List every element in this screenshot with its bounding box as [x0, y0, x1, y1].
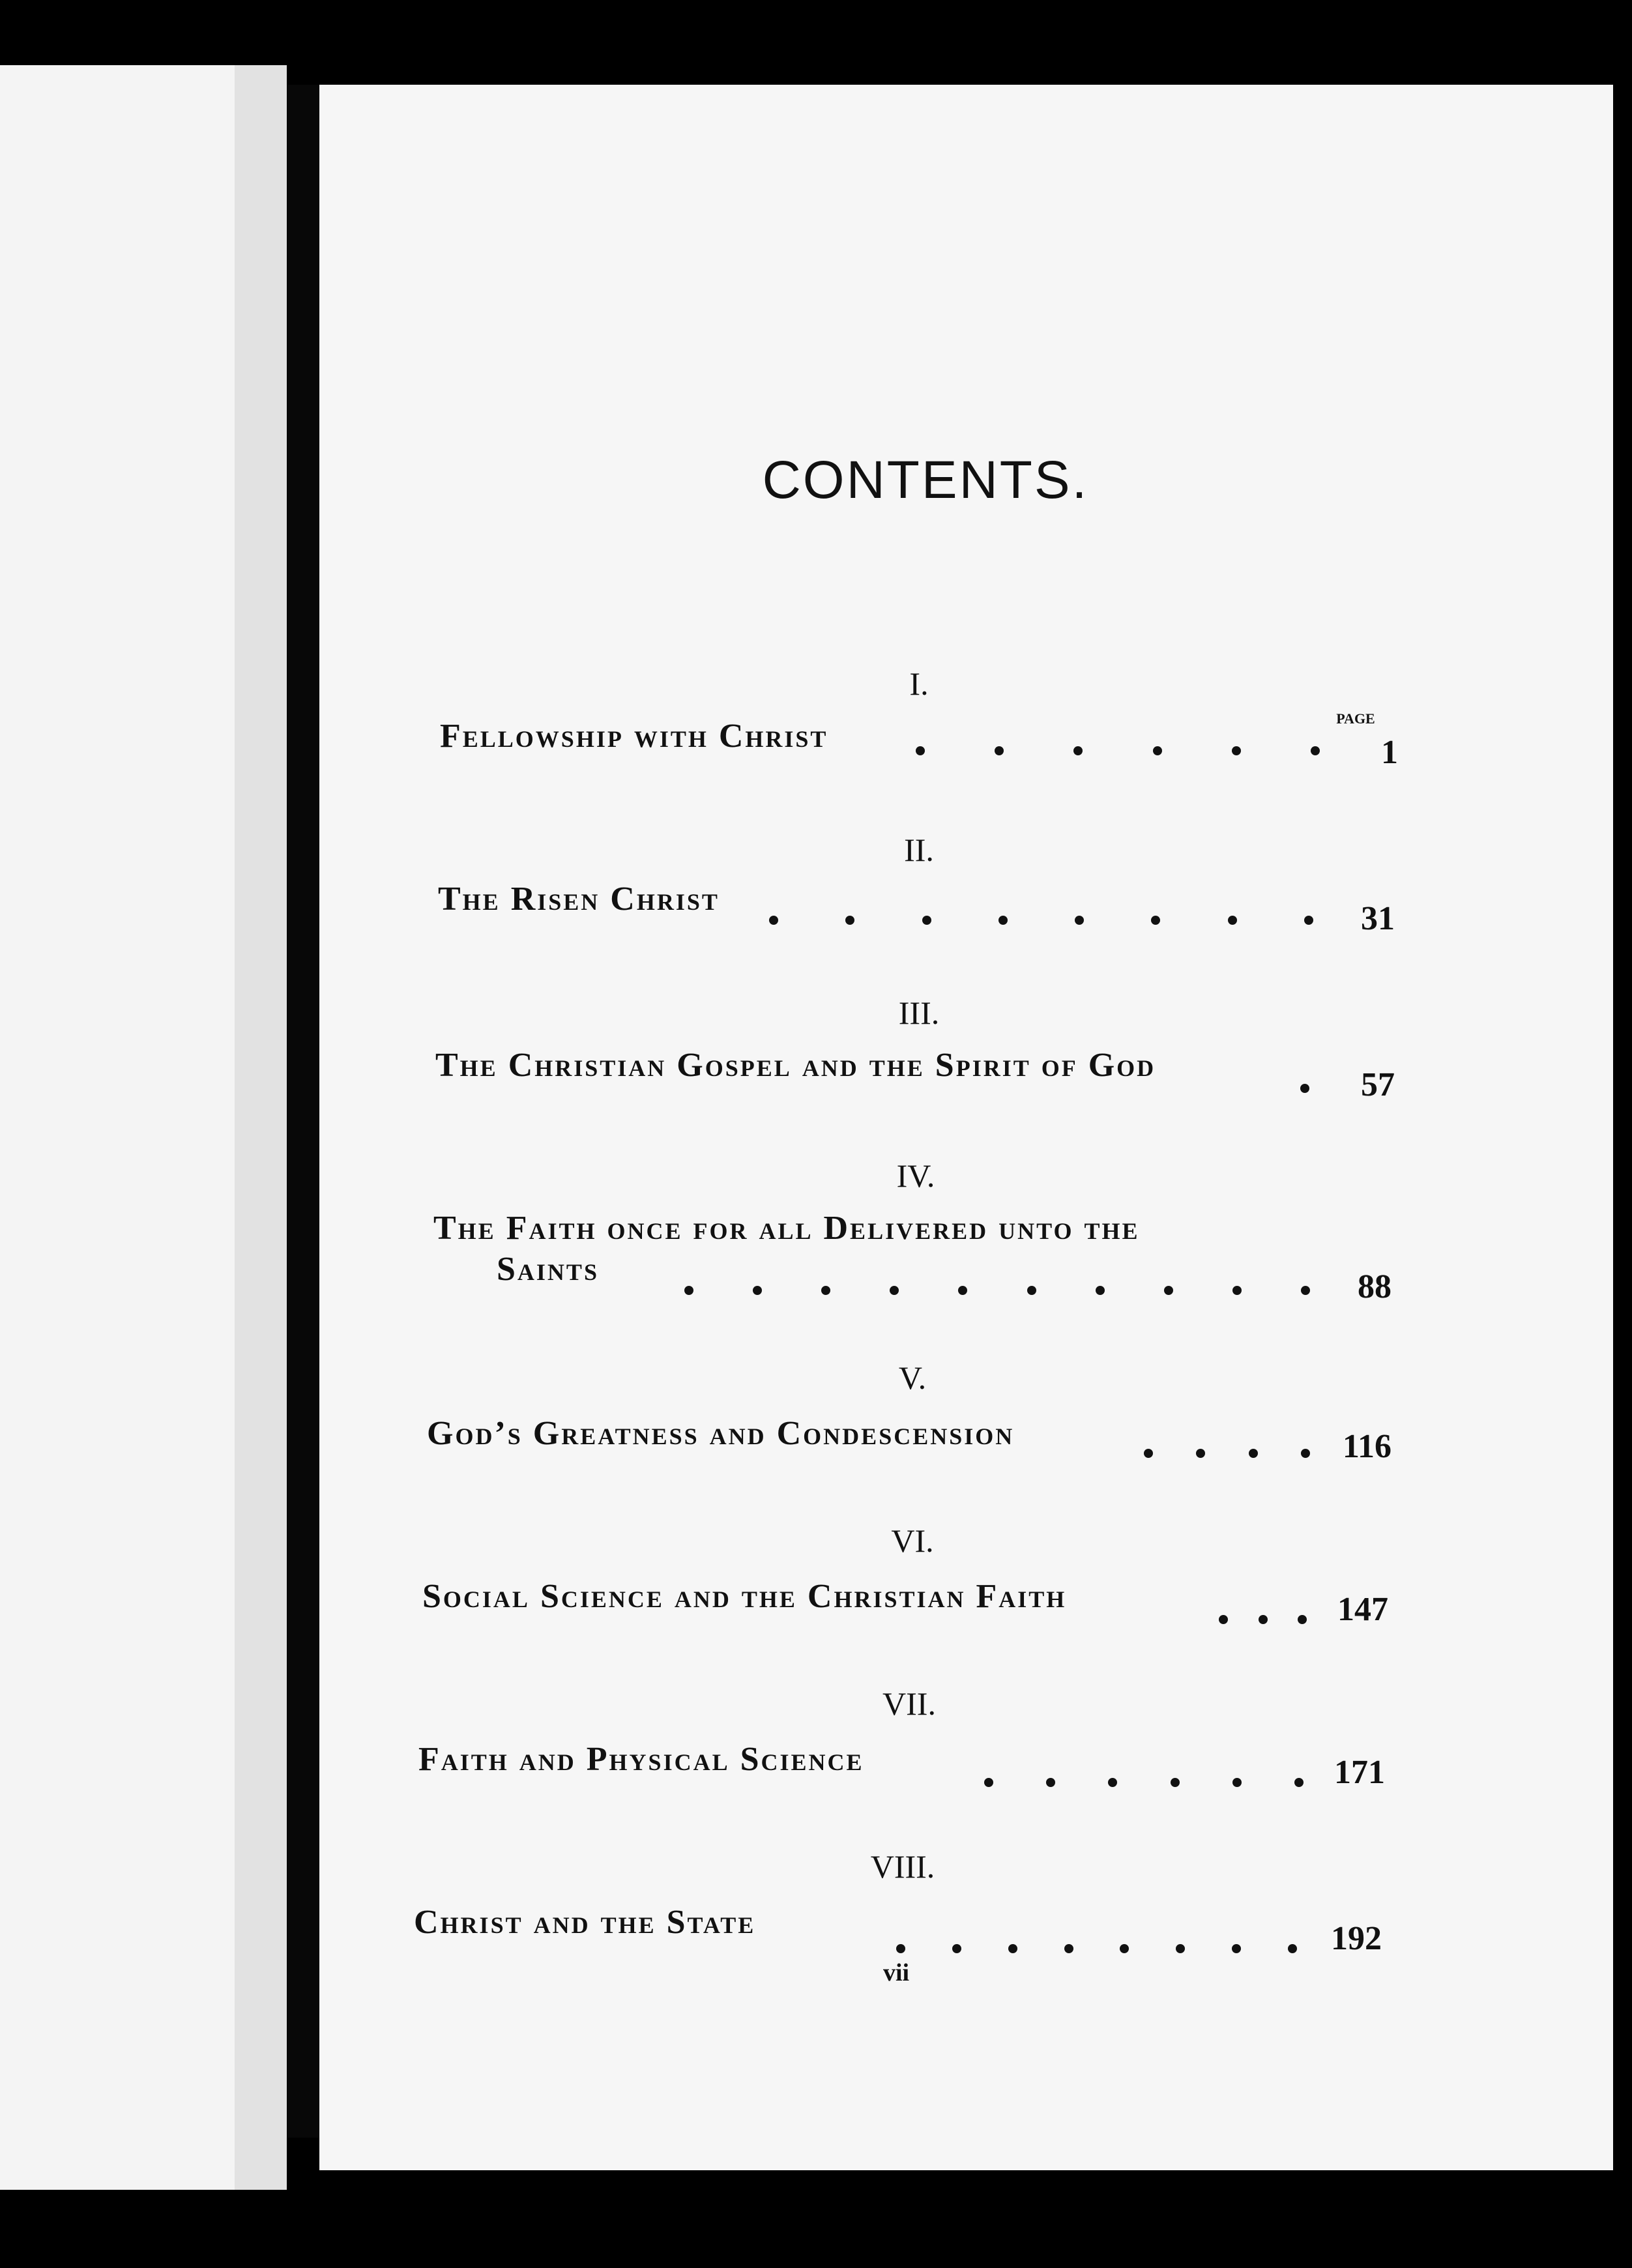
- chapter-title: The Christian Gospel and the Spirit of God: [435, 1047, 1156, 1084]
- page-column-label: PAGE: [1336, 710, 1375, 727]
- dot-leaders: [1144, 1447, 1310, 1460]
- chapter-numeral: II.: [904, 832, 934, 868]
- chapter-title: Social Science and the Christian Faith: [422, 1578, 1067, 1615]
- chapter-title: God’s Greatness and Condescension: [427, 1415, 1015, 1452]
- book-spine: [287, 85, 319, 2138]
- chapter-numeral: III.: [898, 995, 940, 1031]
- chapter-title: The Faith once for all Delivered unto the: [433, 1210, 1140, 1247]
- chapter-numeral: VI.: [891, 1522, 934, 1559]
- chapter-title: The Risen Christ: [438, 880, 720, 918]
- left-page: [0, 65, 287, 2190]
- chapter-numeral: VIII.: [870, 1848, 935, 1885]
- chapter-numeral: IV.: [896, 1157, 935, 1194]
- page-number: 171: [1334, 1754, 1385, 1791]
- chapter-title: Christ and the State: [414, 1904, 756, 1941]
- chapter-title-continued: Saints: [497, 1251, 599, 1288]
- page-number: 1: [1381, 734, 1398, 771]
- page-number: 192: [1331, 1920, 1382, 1957]
- left-page-gutter: [235, 65, 287, 2190]
- chapter-numeral: V.: [898, 1359, 927, 1396]
- chapter-numeral: I.: [909, 665, 929, 702]
- page-number: 31: [1361, 900, 1395, 937]
- dot-leaders: [984, 1776, 1304, 1789]
- chapter-numeral: VII.: [882, 1685, 936, 1722]
- chapter-title: Fellowship with Christ: [440, 718, 828, 755]
- dot-leaders: [916, 744, 1320, 757]
- chapter-title: Faith and Physical Science: [418, 1741, 864, 1778]
- dot-leaders: [1219, 1613, 1307, 1626]
- page-number: 88: [1358, 1268, 1392, 1305]
- dot-leaders: [1300, 1082, 1313, 1095]
- page-number: 116: [1342, 1428, 1392, 1465]
- dot-leaders: [896, 1942, 1297, 1955]
- dot-leaders: [769, 914, 1313, 927]
- page-number: 147: [1337, 1591, 1388, 1628]
- dot-leaders: [684, 1284, 1310, 1297]
- folio-page-number: vii: [882, 1959, 910, 1986]
- page-number: 57: [1361, 1066, 1395, 1103]
- contents-heading: CONTENTS.: [762, 450, 1089, 510]
